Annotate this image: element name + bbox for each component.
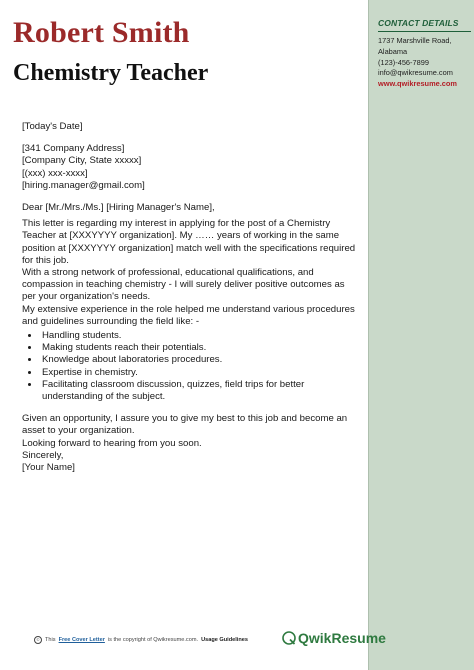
qwikresume-logo-icon [282, 631, 296, 645]
contact-address-line2: Alabama [378, 46, 408, 56]
free-cover-letter-link[interactable]: Free Cover Letter [58, 637, 105, 643]
recipient-email: [hiring.manager@gmail.com] [22, 179, 145, 191]
letter-date: [Today's Date] [22, 121, 83, 132]
paragraph-3: My extensive experience in the role helped me understand various procedures and guidelines surrounding the field like: - [22, 303, 355, 327]
skills-list [22, 330, 360, 403]
list-item: • Handling students. [40, 330, 360, 342]
copyright-icon: © [34, 636, 42, 644]
recipient-block [22, 143, 360, 192]
footer-prefix: This [45, 637, 56, 643]
contact-sidebar [368, 0, 474, 670]
list-item: • Knowledge about laboratories procedures. [40, 354, 360, 366]
brand-name: QwikResume [298, 630, 386, 646]
usage-guidelines-link[interactable]: Usage Guidelines [201, 637, 249, 643]
salutation: Dear [Mr./Mrs./Ms.] [Hiring Manager's Name], [22, 202, 215, 214]
contact-heading: CONTACT DETAILS [378, 18, 471, 32]
paragraph-1: This letter is regarding my interest in applying for the post of a Chemistry Teacher at [XXXYYYY organization]. My …… years of working in the same position at [XXXYYYY organization] match well with the specifications required for this job. [22, 218, 356, 266]
list-item: • Facilitating classroom discussion, quizzes, field trips for better understanding of the subject. [40, 379, 360, 403]
paragraph-5: Looking forward to hearing from you soon. [22, 437, 202, 449]
qwikresume-logo[interactable] [282, 630, 386, 646]
paragraph-4: Given an opportunity, I assure you to give my best to this job and become an asset to your organization. [22, 413, 348, 437]
recipient-city: [Company City, State xxxxx] [22, 155, 142, 167]
paragraph-2: With a strong network of professional, educational qualifications, and compassion in teaching chemistry - I will surely deliver positive outcomes as per your organization's needs. [22, 267, 345, 303]
list-item: • Expertise in chemistry. [40, 367, 360, 379]
closing: Sincerely, [22, 449, 64, 461]
applicant-name: Robert Smith [13, 16, 190, 49]
footer-copyright-text: is the copyright of Qwikresume.com. [107, 637, 199, 643]
list-item: • Making students reach their potentials. [40, 342, 360, 354]
contact-phone: (123)-456-7899 [378, 57, 429, 67]
contact-email[interactable]: info@qwikresume.com [378, 68, 453, 78]
job-title: Chemistry Teacher [13, 60, 209, 86]
recipient-address: [341 Company Address] [22, 143, 125, 155]
recipient-phone: [(xxx) xxx-xxxx] [22, 167, 88, 179]
letter-body [22, 121, 360, 474]
signature: [Your Name] [22, 462, 75, 474]
contact-website[interactable]: www.qwikresume.com [378, 79, 457, 89]
contact-address-line1: 1737 Marshville Road, [378, 36, 452, 45]
